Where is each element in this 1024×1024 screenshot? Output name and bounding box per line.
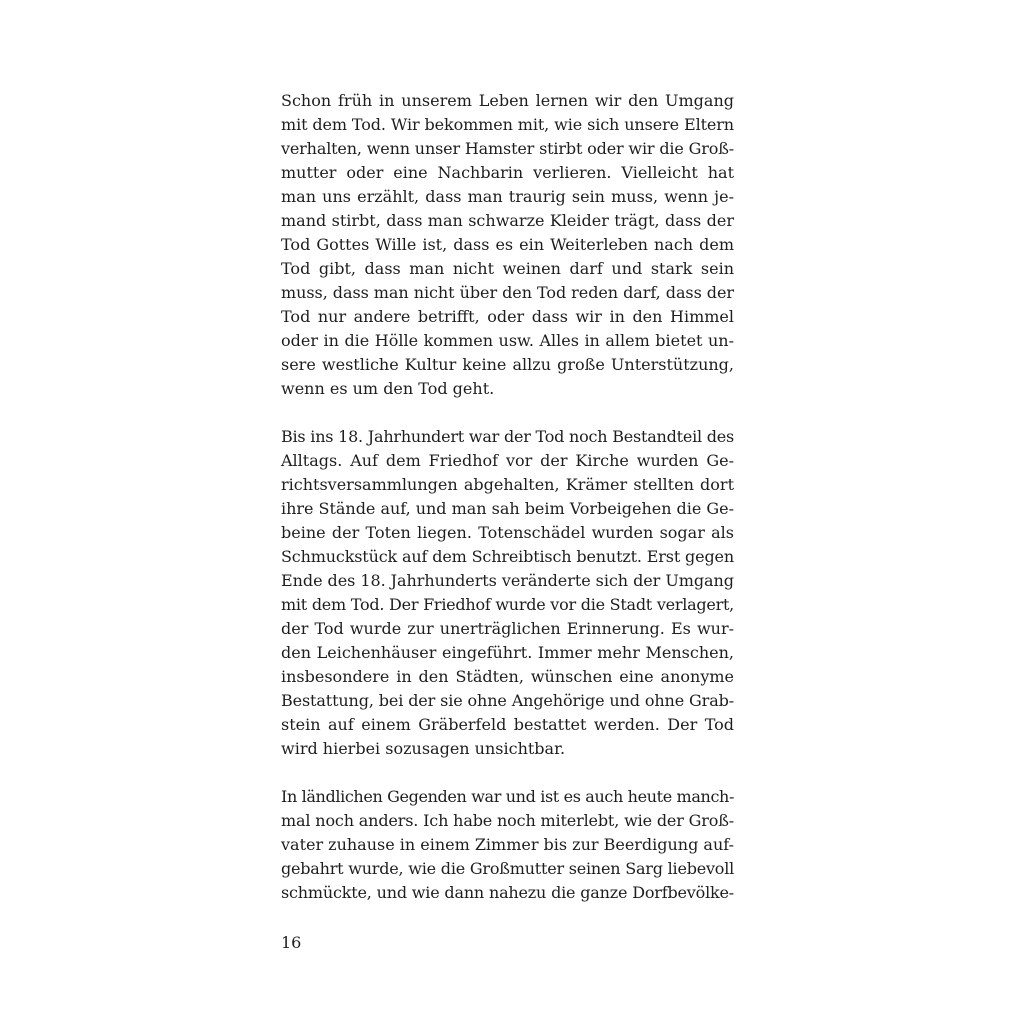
text-line: gebahrt wurde, wie die Großmutter seinen Sarg liebevoll <box>281 859 734 878</box>
text-line: Schon früh in unserem Leben lernen wir den Umgang <box>281 91 734 110</box>
text-line: Tod nur andere betrifft, oder dass wir in den Himmel <box>281 307 734 326</box>
text-line: oder in die Hölle kommen usw. Alles in allem bietet un- <box>281 331 734 350</box>
text-line: schmückte, und wie dann nahezu die ganze Dorfbevölke- <box>281 883 734 902</box>
text-line: insbesondere in den Städten, wünschen eine anonyme <box>281 667 734 686</box>
text-line: sere westliche Kultur keine allzu große Unterstützung, <box>281 355 734 374</box>
text-line: verhalten, wenn unser Hamster stirbt oder wir die Groß- <box>281 139 734 158</box>
text-line: ihre Stände auf, und man sah beim Vorbeigehen die Ge- <box>281 499 734 518</box>
text-line: vater zuhause in einem Zimmer bis zur Beerdigung auf- <box>281 835 734 854</box>
text-line: man uns erzählt, dass man traurig sein muss, wenn je- <box>281 187 734 206</box>
text-line: mit dem Tod. Wir bekommen mit, wie sich unsere Eltern <box>281 115 734 134</box>
text-line: Bestattung, bei der sie ohne Angehörige und ohne Grab- <box>281 691 734 710</box>
text-line: In ländlichen Gegenden war und ist es auch heute manch- <box>281 787 734 806</box>
text-line: richtsversammlungen abgehalten, Krämer stellten dort <box>281 475 734 494</box>
text-line: mit dem Tod. Der Friedhof wurde vor die Stadt verlagert, <box>281 595 734 614</box>
body-text <box>281 89 734 929</box>
text-line: Ende des 18. Jahrhunderts veränderte sich der Umgang <box>281 571 734 590</box>
text-line: wenn es um den Tod geht. <box>281 379 495 398</box>
paragraph-1 <box>281 89 734 401</box>
text-line: den Leichenhäuser eingeführt. Immer mehr Menschen, <box>281 643 734 662</box>
text-line: mand stirbt, dass man schwarze Kleider trägt, dass der <box>281 211 734 230</box>
text-line: wird hierbei sozusagen unsichtbar. <box>281 739 566 758</box>
page-number: 16 <box>281 933 302 952</box>
text-line: Alltags. Auf dem Friedhof vor der Kirche wurden Ge- <box>281 451 734 470</box>
text-line: Tod Gottes Wille ist, dass es ein Weiterleben nach dem <box>281 235 734 254</box>
text-line: Tod gibt, dass man nicht weinen darf und stark sein <box>281 259 734 278</box>
text-line: Bis ins 18. Jahrhundert war der Tod noch Bestandteil des <box>281 427 734 446</box>
text-line: muss, dass man nicht über den Tod reden darf, dass der <box>281 283 734 302</box>
paragraph-2 <box>281 425 734 761</box>
text-line: Schmuckstück auf dem Schreibtisch benutzt. Erst gegen <box>281 547 734 566</box>
text-line: beine der Toten liegen. Totenschädel wurden sogar als <box>281 523 734 542</box>
text-line: mal noch anders. Ich habe noch miterlebt, wie der Groß- <box>281 811 734 830</box>
text-line: der Tod wurde zur unerträglichen Erinnerung. Es wur- <box>281 619 734 638</box>
text-line: stein auf einem Gräberfeld bestattet werden. Der Tod <box>281 715 734 734</box>
paragraph-3 <box>281 785 734 905</box>
text-line: mutter oder eine Nachbarin verlieren. Vielleicht hat <box>281 163 734 182</box>
